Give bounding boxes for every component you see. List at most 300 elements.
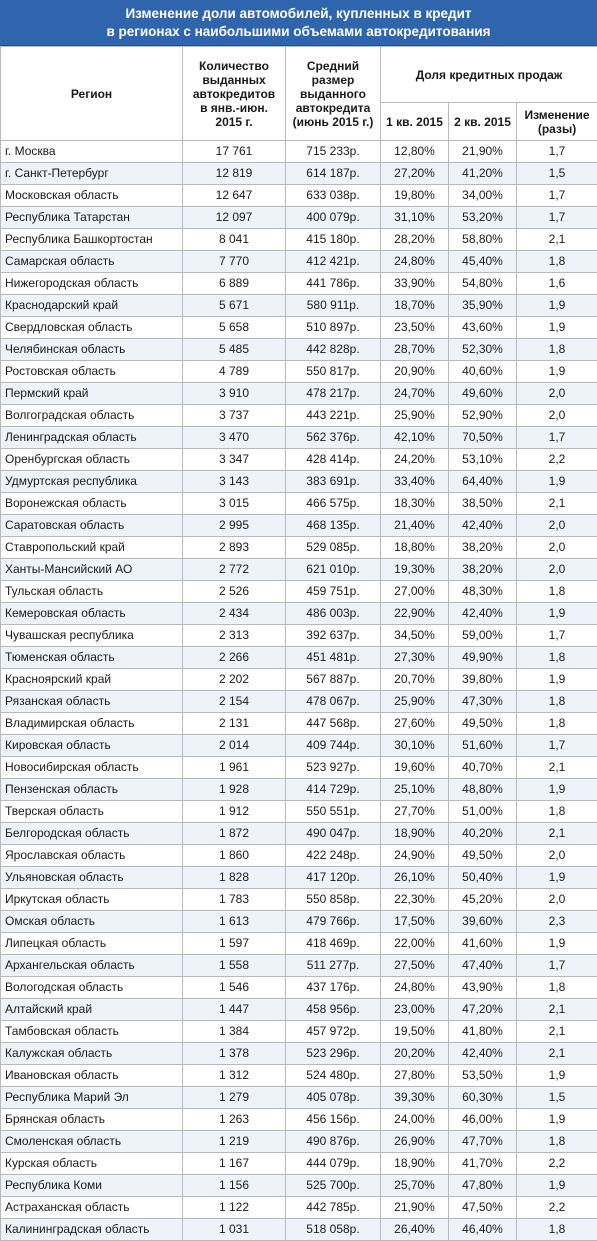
cell-change: 2,1 xyxy=(517,1043,597,1065)
cell-avg-loan: 550 817р. xyxy=(286,361,381,383)
cell-change: 1,7 xyxy=(517,185,597,207)
cell-q2-share: 40,20% xyxy=(449,823,517,845)
cell-q2-share: 70,50% xyxy=(449,427,517,449)
cell-change: 1,5 xyxy=(517,1087,597,1109)
cell-avg-loan: 409 744р. xyxy=(286,735,381,757)
cell-count: 1 860 xyxy=(183,845,286,867)
cell-region: Волгоградская область xyxy=(1,405,183,427)
cell-change: 2,2 xyxy=(517,1153,597,1175)
table-row xyxy=(1,779,597,801)
cell-change: 2,3 xyxy=(517,911,597,933)
cell-count: 1 872 xyxy=(183,823,286,845)
table-row xyxy=(1,1197,597,1219)
cell-q2-share: 49,50% xyxy=(449,845,517,867)
cell-q2-share: 42,40% xyxy=(449,1043,517,1065)
cell-avg-loan: 442 828р. xyxy=(286,339,381,361)
table-row xyxy=(1,295,597,317)
table-row xyxy=(1,845,597,867)
cell-region: Владимирская область xyxy=(1,713,183,735)
cell-avg-loan: 562 376р. xyxy=(286,427,381,449)
cell-avg-loan: 442 785р. xyxy=(286,1197,381,1219)
cell-region: Ханты-Мансийский АО xyxy=(1,559,183,581)
cell-avg-loan: 441 786р. xyxy=(286,273,381,295)
cell-count: 12 819 xyxy=(183,163,286,185)
cell-count: 1 597 xyxy=(183,933,286,955)
cell-avg-loan: 550 551р. xyxy=(286,801,381,823)
cell-count: 3 347 xyxy=(183,449,286,471)
cell-region: Ульяновская область xyxy=(1,867,183,889)
cell-region: Тверская область xyxy=(1,801,183,823)
cell-avg-loan: 633 038р. xyxy=(286,185,381,207)
cell-change: 1,8 xyxy=(517,339,597,361)
table-row xyxy=(1,691,597,713)
cell-change: 1,9 xyxy=(517,867,597,889)
cell-count: 2 014 xyxy=(183,735,286,757)
cell-count: 3 470 xyxy=(183,427,286,449)
table-row xyxy=(1,1109,597,1131)
cell-count: 4 789 xyxy=(183,361,286,383)
cell-q1-share: 25,90% xyxy=(381,405,449,427)
cell-q2-share: 35,90% xyxy=(449,295,517,317)
cell-count: 8 041 xyxy=(183,229,286,251)
cell-change: 2,1 xyxy=(517,493,597,515)
cell-count: 2 131 xyxy=(183,713,286,735)
table-row xyxy=(1,361,597,383)
cell-region: Воронежская область xyxy=(1,493,183,515)
cell-change: 2,0 xyxy=(517,559,597,581)
cell-avg-loan: 478 067р. xyxy=(286,691,381,713)
table-row xyxy=(1,625,597,647)
cell-avg-loan: 550 858р. xyxy=(286,889,381,911)
cell-region: Республика Коми xyxy=(1,1175,183,1197)
cell-region: г. Москва xyxy=(1,141,183,163)
cell-region: Красноярский край xyxy=(1,669,183,691)
table-row xyxy=(1,889,597,911)
table-row xyxy=(1,1087,597,1109)
cell-region: Смоленская область xyxy=(1,1131,183,1153)
cell-count: 3 143 xyxy=(183,471,286,493)
cell-q2-share: 49,60% xyxy=(449,383,517,405)
table-row xyxy=(1,823,597,845)
table-row xyxy=(1,867,597,889)
cell-avg-loan: 490 876р. xyxy=(286,1131,381,1153)
cell-q2-share: 42,40% xyxy=(449,515,517,537)
cell-count: 3 015 xyxy=(183,493,286,515)
cell-avg-loan: 580 911р. xyxy=(286,295,381,317)
cell-q2-share: 52,90% xyxy=(449,405,517,427)
cell-avg-loan: 459 751р. xyxy=(286,581,381,603)
cell-change: 1,9 xyxy=(517,1065,597,1087)
cell-avg-loan: 518 058р. xyxy=(286,1219,381,1241)
table-row xyxy=(1,383,597,405)
table-row xyxy=(1,339,597,361)
table-row xyxy=(1,801,597,823)
cell-q1-share: 27,50% xyxy=(381,955,449,977)
cell-change: 1,8 xyxy=(517,581,597,603)
cell-region: Омская область xyxy=(1,911,183,933)
cell-change: 2,0 xyxy=(517,537,597,559)
cell-avg-loan: 383 691р. xyxy=(286,471,381,493)
cell-avg-loan: 468 135р. xyxy=(286,515,381,537)
cell-region: Иркутская область xyxy=(1,889,183,911)
cell-region: Калужская область xyxy=(1,1043,183,1065)
cell-q1-share: 20,20% xyxy=(381,1043,449,1065)
cell-q2-share: 47,70% xyxy=(449,1131,517,1153)
cell-region: Рязанская область xyxy=(1,691,183,713)
cell-change: 2,1 xyxy=(517,757,597,779)
cell-avg-loan: 466 575р. xyxy=(286,493,381,515)
cell-region: Республика Марий Эл xyxy=(1,1087,183,1109)
cell-q1-share: 25,90% xyxy=(381,691,449,713)
cell-avg-loan: 486 003р. xyxy=(286,603,381,625)
cell-change: 1,5 xyxy=(517,163,597,185)
cell-change: 1,7 xyxy=(517,955,597,977)
cell-change: 1,7 xyxy=(517,735,597,757)
table-row xyxy=(1,933,597,955)
cell-q1-share: 18,90% xyxy=(381,1153,449,1175)
cell-change: 2,2 xyxy=(517,1197,597,1219)
cell-q1-share: 12,80% xyxy=(381,141,449,163)
cell-count: 1 961 xyxy=(183,757,286,779)
cell-change: 1,7 xyxy=(517,625,597,647)
cell-count: 1 279 xyxy=(183,1087,286,1109)
cell-q1-share: 22,90% xyxy=(381,603,449,625)
cell-avg-loan: 457 972р. xyxy=(286,1021,381,1043)
cell-change: 1,9 xyxy=(517,779,597,801)
cell-change: 1,8 xyxy=(517,977,597,999)
table-row xyxy=(1,515,597,537)
cell-change: 2,0 xyxy=(517,405,597,427)
table-row xyxy=(1,471,597,493)
cell-q1-share: 18,90% xyxy=(381,823,449,845)
cell-avg-loan: 524 480р. xyxy=(286,1065,381,1087)
cell-count: 1 312 xyxy=(183,1065,286,1087)
cell-change: 2,0 xyxy=(517,383,597,405)
cell-region: Тульская область xyxy=(1,581,183,603)
cell-count: 1 558 xyxy=(183,955,286,977)
header-count: Количество выданных автокредитов в янв.-июн. 2015 г. xyxy=(183,47,286,141)
cell-change: 1,9 xyxy=(517,471,597,493)
cell-q2-share: 54,80% xyxy=(449,273,517,295)
cell-count: 2 434 xyxy=(183,603,286,625)
cell-q1-share: 23,50% xyxy=(381,317,449,339)
cell-q1-share: 26,40% xyxy=(381,1219,449,1241)
cell-avg-loan: 428 414р. xyxy=(286,449,381,471)
cell-count: 1 546 xyxy=(183,977,286,999)
cell-q2-share: 34,00% xyxy=(449,185,517,207)
cell-q1-share: 39,30% xyxy=(381,1087,449,1109)
cell-region: Новосибирская область xyxy=(1,757,183,779)
cell-count: 1 156 xyxy=(183,1175,286,1197)
cell-q2-share: 53,10% xyxy=(449,449,517,471)
header-q2: 2 кв. 2015 xyxy=(449,103,517,141)
cell-q2-share: 59,00% xyxy=(449,625,517,647)
cell-q2-share: 43,60% xyxy=(449,317,517,339)
cell-avg-loan: 422 248р. xyxy=(286,845,381,867)
cell-avg-loan: 715 233р. xyxy=(286,141,381,163)
cell-count: 2 266 xyxy=(183,647,286,669)
cell-change: 1,9 xyxy=(517,1175,597,1197)
cell-q2-share: 47,30% xyxy=(449,691,517,713)
cell-avg-loan: 412 421р. xyxy=(286,251,381,273)
table-row xyxy=(1,911,597,933)
cell-q1-share: 28,20% xyxy=(381,229,449,251)
cell-q2-share: 45,40% xyxy=(449,251,517,273)
cell-region: Краснодарский край xyxy=(1,295,183,317)
header-avg-loan: Средний размер выданного автокредита (июнь 2015 г.) xyxy=(286,47,381,141)
cell-change: 1,9 xyxy=(517,603,597,625)
table-row xyxy=(1,273,597,295)
cell-region: Кемеровская область xyxy=(1,603,183,625)
cell-region: Алтайский край xyxy=(1,999,183,1021)
cell-q1-share: 22,30% xyxy=(381,889,449,911)
cell-region: Белгородская область xyxy=(1,823,183,845)
cell-q2-share: 39,80% xyxy=(449,669,517,691)
cell-q1-share: 34,50% xyxy=(381,625,449,647)
cell-count: 2 526 xyxy=(183,581,286,603)
cell-change: 1,9 xyxy=(517,361,597,383)
cell-region: Удмуртская республика xyxy=(1,471,183,493)
table-row xyxy=(1,1043,597,1065)
cell-region: Тюменская область xyxy=(1,647,183,669)
cell-count: 2 995 xyxy=(183,515,286,537)
cell-q1-share: 18,80% xyxy=(381,537,449,559)
cell-count: 1 447 xyxy=(183,999,286,1021)
cell-avg-loan: 443 221р. xyxy=(286,405,381,427)
cell-q2-share: 51,00% xyxy=(449,801,517,823)
cell-avg-loan: 444 079р. xyxy=(286,1153,381,1175)
cell-region: Курская область xyxy=(1,1153,183,1175)
cell-q1-share: 27,60% xyxy=(381,713,449,735)
cell-region: Архангельская область xyxy=(1,955,183,977)
cell-count: 1 263 xyxy=(183,1109,286,1131)
cell-region: Вологодская область xyxy=(1,977,183,999)
cell-q2-share: 58,80% xyxy=(449,229,517,251)
cell-region: Астраханская область xyxy=(1,1197,183,1219)
cell-q2-share: 39,60% xyxy=(449,911,517,933)
cell-q1-share: 33,90% xyxy=(381,273,449,295)
cell-q2-share: 41,80% xyxy=(449,1021,517,1043)
table-row xyxy=(1,999,597,1021)
cell-region: Ленинградская область xyxy=(1,427,183,449)
cell-count: 7 770 xyxy=(183,251,286,273)
table-row xyxy=(1,229,597,251)
table-row xyxy=(1,669,597,691)
cell-count: 3 737 xyxy=(183,405,286,427)
cell-q1-share: 24,20% xyxy=(381,449,449,471)
cell-avg-loan: 437 176р. xyxy=(286,977,381,999)
table-row xyxy=(1,735,597,757)
cell-change: 1,8 xyxy=(517,1219,597,1241)
cell-q1-share: 25,70% xyxy=(381,1175,449,1197)
cell-q2-share: 38,50% xyxy=(449,493,517,515)
cell-change: 1,7 xyxy=(517,141,597,163)
cell-q2-share: 43,90% xyxy=(449,977,517,999)
cell-q1-share: 19,60% xyxy=(381,757,449,779)
cell-change: 2,2 xyxy=(517,449,597,471)
cell-avg-loan: 621 010р. xyxy=(286,559,381,581)
cell-count: 1 828 xyxy=(183,867,286,889)
cell-q2-share: 41,60% xyxy=(449,933,517,955)
cell-region: Самарская область xyxy=(1,251,183,273)
cell-change: 1,8 xyxy=(517,713,597,735)
cell-avg-loan: 510 897р. xyxy=(286,317,381,339)
table-row xyxy=(1,977,597,999)
table-row xyxy=(1,317,597,339)
cell-change: 2,0 xyxy=(517,515,597,537)
table-row xyxy=(1,163,597,185)
cell-count: 1 167 xyxy=(183,1153,286,1175)
cell-avg-loan: 479 766р. xyxy=(286,911,381,933)
cell-count: 12 097 xyxy=(183,207,286,229)
title-line-1: Изменение доли автомобилей, купленных в кредит xyxy=(0,5,597,23)
table-row xyxy=(1,207,597,229)
cell-q1-share: 31,10% xyxy=(381,207,449,229)
cell-q1-share: 27,70% xyxy=(381,801,449,823)
cell-q2-share: 47,50% xyxy=(449,1197,517,1219)
cell-q1-share: 27,20% xyxy=(381,163,449,185)
cell-avg-loan: 458 956р. xyxy=(286,999,381,1021)
cell-avg-loan: 400 079р. xyxy=(286,207,381,229)
header-change: Изменение (разы) xyxy=(517,103,597,141)
cell-region: Пензенская область xyxy=(1,779,183,801)
table-title xyxy=(0,0,597,46)
header-q1: 1 кв. 2015 xyxy=(381,103,449,141)
cell-avg-loan: 523 296р. xyxy=(286,1043,381,1065)
cell-q1-share: 21,40% xyxy=(381,515,449,537)
cell-q1-share: 19,80% xyxy=(381,185,449,207)
table-row xyxy=(1,1219,597,1241)
cell-count: 2 154 xyxy=(183,691,286,713)
cell-q2-share: 47,40% xyxy=(449,955,517,977)
cell-q1-share: 18,30% xyxy=(381,493,449,515)
cell-avg-loan: 614 187р. xyxy=(286,163,381,185)
cell-region: Калининградская область xyxy=(1,1219,183,1241)
table-row xyxy=(1,647,597,669)
table-row xyxy=(1,1131,597,1153)
table-row xyxy=(1,1021,597,1043)
cell-change: 1,9 xyxy=(517,669,597,691)
cell-region: Республика Татарстан xyxy=(1,207,183,229)
cell-q2-share: 50,40% xyxy=(449,867,517,889)
cell-avg-loan: 478 217р. xyxy=(286,383,381,405)
table-row xyxy=(1,1065,597,1087)
table-row xyxy=(1,537,597,559)
cell-change: 1,8 xyxy=(517,251,597,273)
cell-count: 2 893 xyxy=(183,537,286,559)
cell-avg-loan: 392 637р. xyxy=(286,625,381,647)
cell-region: Свердловская область xyxy=(1,317,183,339)
cell-change: 1,8 xyxy=(517,1131,597,1153)
cell-region: Ивановская область xyxy=(1,1065,183,1087)
cell-count: 1 613 xyxy=(183,911,286,933)
cell-q2-share: 60,30% xyxy=(449,1087,517,1109)
cell-change: 2,0 xyxy=(517,845,597,867)
cell-region: Кировская область xyxy=(1,735,183,757)
auto-loans-table xyxy=(0,46,597,1241)
cell-q2-share: 41,70% xyxy=(449,1153,517,1175)
header-region: Регион xyxy=(1,47,183,141)
cell-count: 1 122 xyxy=(183,1197,286,1219)
cell-region: Пермский край xyxy=(1,383,183,405)
cell-count: 1 031 xyxy=(183,1219,286,1241)
cell-avg-loan: 490 047р. xyxy=(286,823,381,845)
cell-count: 1 378 xyxy=(183,1043,286,1065)
cell-avg-loan: 456 156р. xyxy=(286,1109,381,1131)
cell-avg-loan: 418 469р. xyxy=(286,933,381,955)
cell-q1-share: 30,10% xyxy=(381,735,449,757)
cell-q2-share: 53,50% xyxy=(449,1065,517,1087)
cell-q1-share: 42,10% xyxy=(381,427,449,449)
cell-q2-share: 64,40% xyxy=(449,471,517,493)
cell-change: 2,1 xyxy=(517,823,597,845)
cell-change: 1,8 xyxy=(517,647,597,669)
cell-count: 6 889 xyxy=(183,273,286,295)
table-row xyxy=(1,955,597,977)
header-share-group: Доля кредитных продаж xyxy=(381,47,597,103)
table-row xyxy=(1,1153,597,1175)
cell-change: 1,8 xyxy=(517,691,597,713)
cell-region: Чувашская республика xyxy=(1,625,183,647)
cell-q1-share: 26,90% xyxy=(381,1131,449,1153)
cell-change: 1,6 xyxy=(517,273,597,295)
cell-count: 2 313 xyxy=(183,625,286,647)
cell-change: 2,1 xyxy=(517,999,597,1021)
cell-change: 1,7 xyxy=(517,207,597,229)
cell-avg-loan: 511 277р. xyxy=(286,955,381,977)
cell-count: 1 928 xyxy=(183,779,286,801)
cell-q2-share: 42,40% xyxy=(449,603,517,625)
table-row xyxy=(1,757,597,779)
cell-avg-loan: 415 180р. xyxy=(286,229,381,251)
cell-avg-loan: 525 700р. xyxy=(286,1175,381,1197)
cell-avg-loan: 414 729р. xyxy=(286,779,381,801)
cell-count: 2 772 xyxy=(183,559,286,581)
cell-count: 5 485 xyxy=(183,339,286,361)
cell-q2-share: 45,20% xyxy=(449,889,517,911)
cell-q1-share: 24,80% xyxy=(381,977,449,999)
cell-region: Оренбургская область xyxy=(1,449,183,471)
cell-q1-share: 24,70% xyxy=(381,383,449,405)
table-row xyxy=(1,603,597,625)
cell-change: 1,7 xyxy=(517,427,597,449)
cell-region: Липецкая область xyxy=(1,933,183,955)
cell-q2-share: 21,90% xyxy=(449,141,517,163)
cell-q1-share: 27,00% xyxy=(381,581,449,603)
cell-q1-share: 18,70% xyxy=(381,295,449,317)
cell-avg-loan: 567 887р. xyxy=(286,669,381,691)
cell-q1-share: 26,10% xyxy=(381,867,449,889)
table-row xyxy=(1,141,597,163)
cell-q1-share: 28,70% xyxy=(381,339,449,361)
cell-q1-share: 33,40% xyxy=(381,471,449,493)
cell-q2-share: 52,30% xyxy=(449,339,517,361)
cell-count: 5 671 xyxy=(183,295,286,317)
cell-region: Брянская область xyxy=(1,1109,183,1131)
cell-q2-share: 47,80% xyxy=(449,1175,517,1197)
table-row xyxy=(1,713,597,735)
table-row xyxy=(1,449,597,471)
cell-q2-share: 47,20% xyxy=(449,999,517,1021)
cell-count: 3 910 xyxy=(183,383,286,405)
cell-q1-share: 21,90% xyxy=(381,1197,449,1219)
cell-q2-share: 38,20% xyxy=(449,559,517,581)
cell-region: Тамбовская область xyxy=(1,1021,183,1043)
cell-q2-share: 51,60% xyxy=(449,735,517,757)
cell-avg-loan: 447 568р. xyxy=(286,713,381,735)
table-row xyxy=(1,185,597,207)
cell-q2-share: 53,20% xyxy=(449,207,517,229)
